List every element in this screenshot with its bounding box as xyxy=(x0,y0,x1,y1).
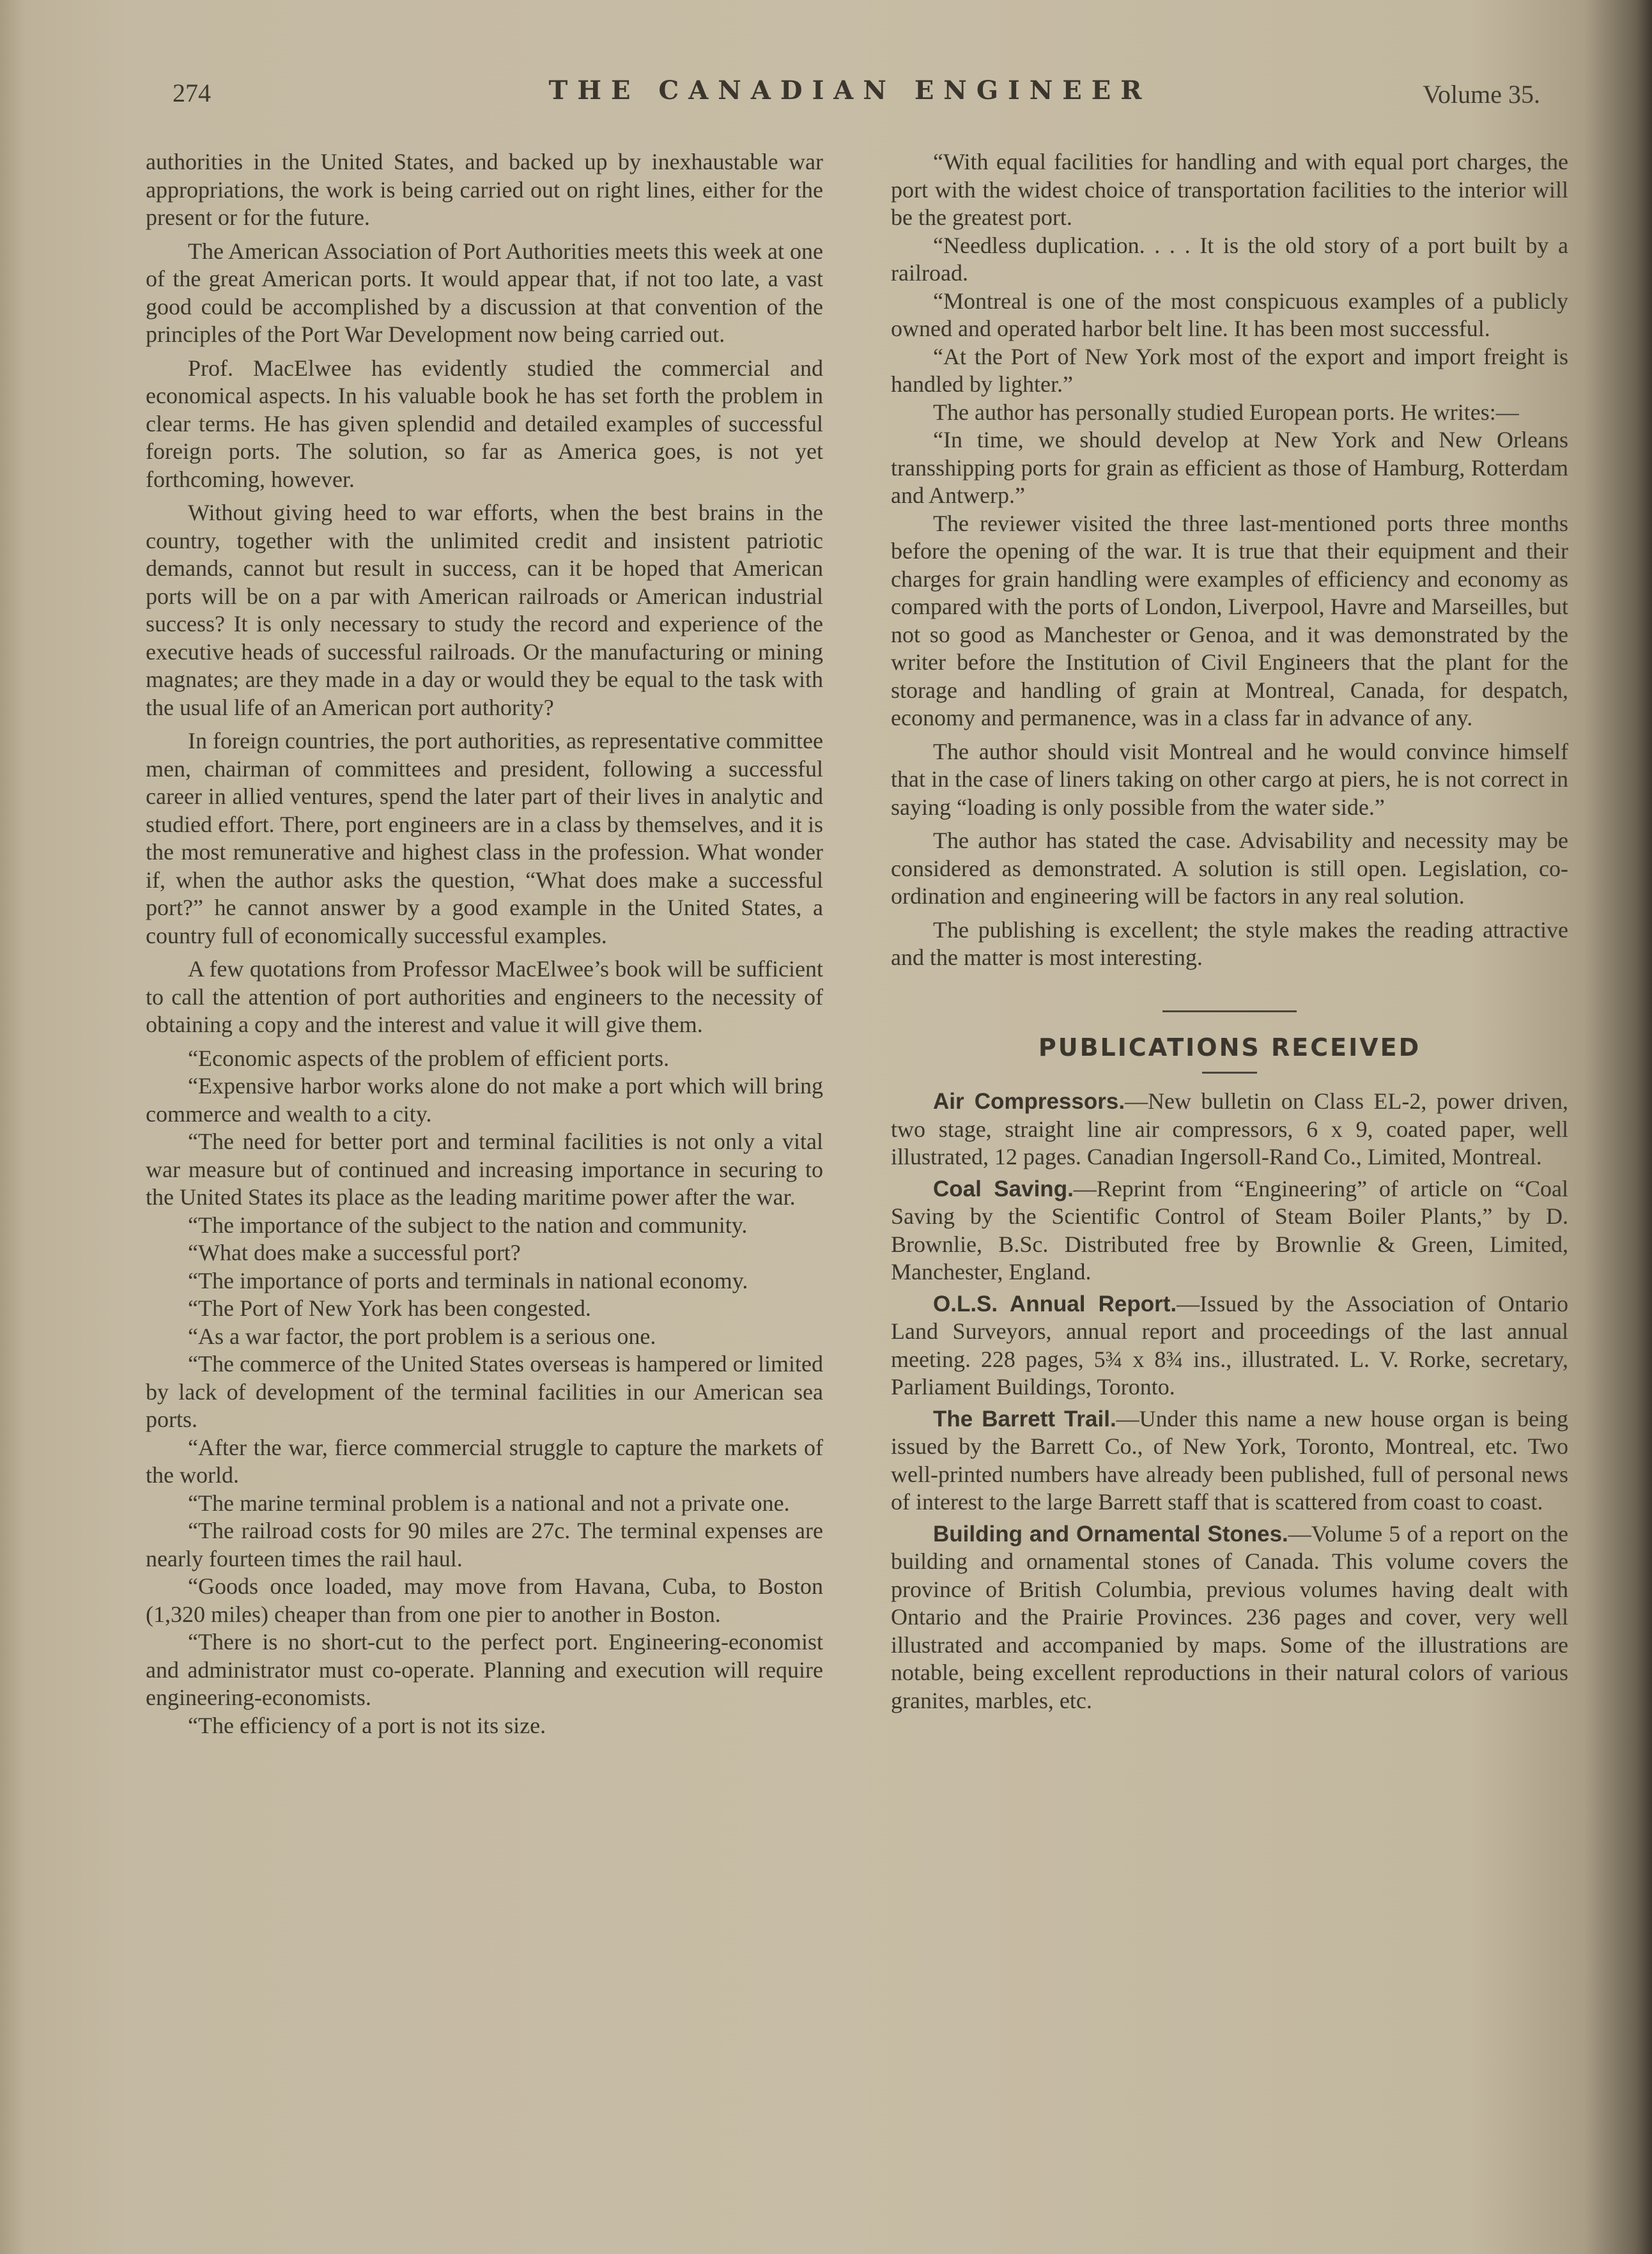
section-divider xyxy=(1162,1010,1297,1012)
quotation: “The railroad costs for 90 miles are 27c. The terminal expenses are nearly fourteen times the rail haul. xyxy=(146,1518,823,1571)
paragraph: The author should visit Montreal and he would convince himself that in the case of liners taking on other cargo at piers, he is not correct in saying “loading is only possible from the water side.” xyxy=(891,738,1568,820)
quotation: “The importance of ports and terminals in national economy. xyxy=(188,1267,748,1293)
right-column xyxy=(891,148,1568,1718)
quotation: “Needless duplication. . . . It is the old story of a port built by a railroad. xyxy=(891,232,1568,286)
quotation: “Expensive harbor works alone do not make a port which will bring commerce and wealth to a city. xyxy=(146,1073,823,1127)
quotation: “With equal facilities for handling and with equal port charges, the port with the widest choice of transportation facilities to the interior will be the greatest port. xyxy=(891,149,1568,230)
quotation: “In time, we should develop at New York and New Orleans transshipping ports for grain as efficient as those of Hamburg, Rotterdam and Antwerp.” xyxy=(891,427,1568,508)
publication-entry xyxy=(891,1088,1568,1171)
paragraph: The reviewer visited the three last-mentioned ports three months before the opening of the war. It is true that their equipment and their charges for grain handling were examples of efficiency and economy as compared with the ports of London, Liverpool, Havre and Marseilles, but not so good as Manchester or Genoa, and it was demonstrated by the writer before the Institution of Civil Engineers that the plant for the storage and handling of grain at Montreal, Canada, for despatch, economy and permanence, was in a class far in advance of any. xyxy=(891,510,1568,730)
quotation: “Montreal is one of the most conspicuous examples of a publicly owned and operated harbor belt line. It has been most successful. xyxy=(891,288,1568,341)
paragraph: The author has stated the case. Advisability and necessity may be considered as demonstrated. A solution is still open. Legislation, co-ordination and engineering will be factors in any real solution. xyxy=(891,828,1568,909)
heading-rule xyxy=(1202,1072,1257,1074)
journal-title: THE CANADIAN ENGINEER xyxy=(548,75,1152,105)
quotation: “As a war factor, the port problem is a serious one. xyxy=(188,1323,656,1349)
volume-label: Volume 35. xyxy=(1423,80,1540,109)
paragraph: The American Association of Port Authorities meets this week at one of the great American ports. It would appear that, if not too late, a vast good could be accomplished by a discussion at that convention of the principles of the Port War Development now being carried out. xyxy=(146,238,823,347)
quotation: “The marine terminal problem is a national and not a private one. xyxy=(188,1490,790,1516)
publication-title: The Barrett Trail. xyxy=(933,1406,1116,1432)
paragraph: Without giving heed to war efforts, when the best brains in the country, together with the unlimited credit and insistent patriotic demands, cannot but result in success, can it be hoped that American ports will be on a par with American railroads or American industrial success? It is only necessary to study the record and experience of the executive heads of successful railroads. Or the manufacturing or mining magnates; are they made in a day or would they be equal to the task with the usual life of an American port authority? xyxy=(146,500,823,720)
quotation: “The commerce of the United States overseas is hampered or limited by lack of development of the terminal facilities in our American sea ports. xyxy=(146,1351,823,1432)
publication-entry xyxy=(891,1175,1568,1286)
paragraph: Prof. MacElwee has evidently studied the commercial and economical aspects. In his valuable book he has set forth the problem in clear terms. He has given splendid and detailed examples of successful foreign ports. The solution, so far as America goes, is not yet forthcoming, however. xyxy=(146,355,823,492)
quotation: “What does make a successful port? xyxy=(188,1240,521,1265)
quotation: “The Port of New York has been congested. xyxy=(188,1295,591,1321)
publication-entry xyxy=(891,1520,1568,1715)
paragraph: The author has personally studied European ports. He writes:— xyxy=(933,399,1519,425)
publication-title: Air Compressors. xyxy=(933,1089,1125,1114)
paragraph: A few quotations from Professor MacElwee’s book will be sufficient to call the attention of port authorities and engineers to the necessity of obtaining a copy and the interest and value it will give them. xyxy=(146,956,823,1037)
publication-title: O.L.S. Annual Report. xyxy=(933,1291,1177,1316)
quotation: “The efficiency of a port is not its size. xyxy=(188,1712,546,1738)
quotation: “After the war, fierce commercial struggle to capture the markets of the world. xyxy=(146,1434,823,1488)
publication-entry xyxy=(891,1405,1568,1517)
quotation: “The importance of the subject to the nation and community. xyxy=(188,1212,748,1238)
publication-text: —Under this name a new house organ is being issued by the Barrett Co., of New York, Toronto, Montreal, etc. Two well-printed numbers have already been published, full of personal news of interest to the large Barrett staff that is scattered from coast to coast. xyxy=(891,1405,1568,1515)
publication-text: —Reprint from “Engineering” of article on “Coal Saving by the Scientific Control of Steam Boiler Plants,” by D. Brownlie, B.Sc. Distributed free by Brownlie & Green, Limited, Manchester, England. xyxy=(891,1175,1568,1285)
quotation: “Economic aspects of the problem of efficient ports. xyxy=(188,1045,670,1071)
paragraph: authorities in the United States, and backed up by inexhaustable war appropriations, the work is being carried out on right lines, either for the present or for the future. xyxy=(146,149,823,230)
page-header xyxy=(160,75,1540,114)
quotation: “There is no short-cut to the perfect port. Engineering-economist and administrator must co-operate. Planning and execution will require engineering-economists. xyxy=(146,1629,823,1710)
publication-title: Building and Ornamental Stones. xyxy=(933,1521,1288,1547)
publication-text: —Volume 5 of a report on the building and ornamental stones of Canada. This volume covers the province of British Columbia, previous volumes having dealt with Ontario and the Prairie Provinces. 236 pages and cover, very well illustrated and accompanied by maps. Some of the illustrations are notable, being excellent reproductions in their natural colors of various granites, marbles, etc. xyxy=(891,1520,1568,1713)
left-column xyxy=(146,148,823,1740)
publication-title: Coal Saving. xyxy=(933,1176,1074,1201)
section-heading: PUBLICATIONS RECEIVED xyxy=(1038,1033,1421,1061)
quotation: “At the Port of New York most of the export and import freight is handled by lighter.” xyxy=(891,343,1568,397)
quotation: “Goods once loaded, may move from Havana, Cuba, to Boston (1,320 miles) cheaper than from one pier to another in Boston. xyxy=(146,1573,823,1627)
paragraph: The publishing is excellent; the style makes the reading attractive and the matter is most interesting. xyxy=(891,916,1568,970)
publication-text: —Issued by the Association of Ontario Land Surveyors, annual report and proceedings of the last annual meeting. 228 pages, 5¾ x 8¾ ins., illustrated. L. V. Rorke, secretary, Parliament Buildings, Toronto. xyxy=(891,1290,1569,1400)
publication-text: —New bulletin on Class EL-2, power driven, two stage, straight line air compressors, 6 x 9, coated paper, well illustrated, 12 pages. Canadian Ingersoll-Rand Co., Limited, Montreal. xyxy=(891,1088,1568,1169)
quotation: “The need for better port and terminal facilities is not only a vital war measure but of continued and increasing importance in securing to the United States its place as the leading maritime power after the war. xyxy=(146,1129,823,1210)
page-number: 274 xyxy=(173,79,211,107)
publication-entry xyxy=(891,1290,1568,1401)
paragraph: In foreign countries, the port authorities, as representative committee men, chairman of committees and president, following a successful career in allied ventures, spend the later part of their lives in analytic and studied effort. There, port engineers are in a class by themselves, and it is the most remunerative and highest class in the profession. What wonder if, when the author asks the question, “What does make a successful port?” he cannot answer by a good example in the United States, a country full of economically successful examples. xyxy=(146,728,823,948)
